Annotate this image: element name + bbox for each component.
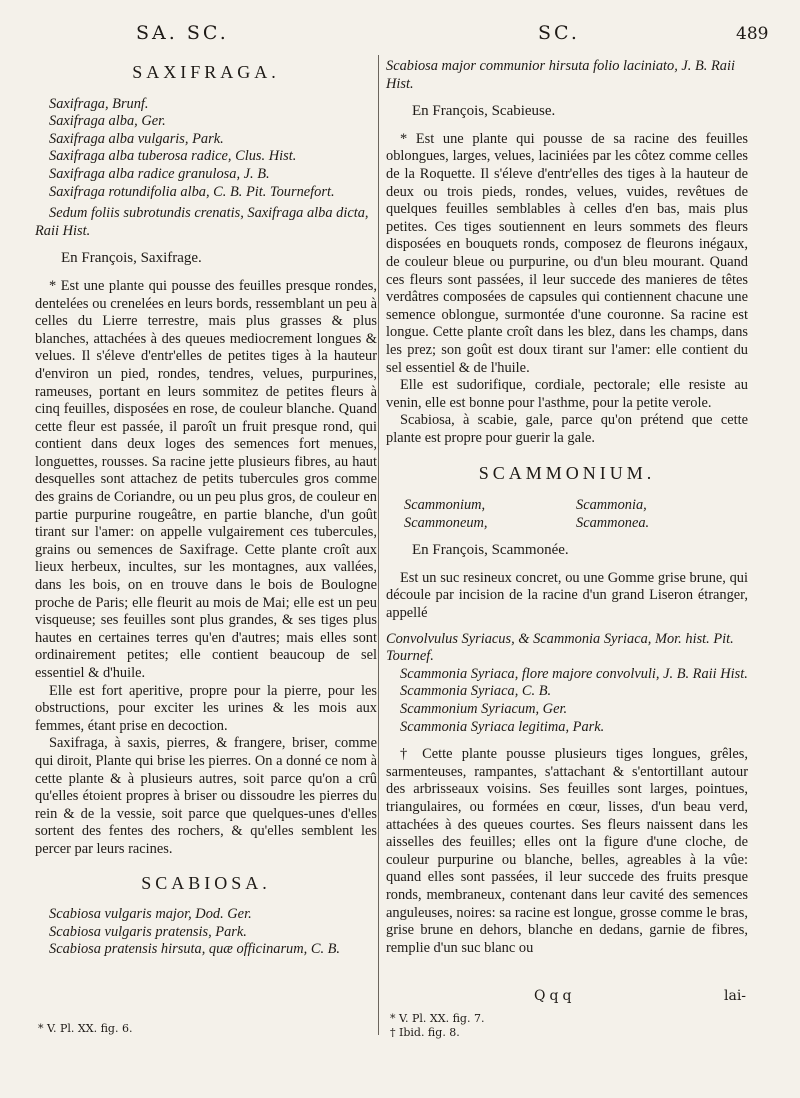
- synonym-list: [35, 96, 377, 241]
- footnote: * V. Pl. XX. fig. 6.: [38, 1022, 133, 1035]
- synonym: Saxifraga alba tuberosa radice, Clus. Hist.: [49, 148, 297, 165]
- running-header: [0, 22, 800, 52]
- name-grid: [404, 497, 748, 532]
- name-variant: Scammonia,: [576, 497, 647, 514]
- french-name: En François, Saxifrage.: [61, 250, 202, 267]
- paragraph: † Cette plante pousse plusieurs tiges longues, grêles, sarmenteuses, rampantes, s'attachant & s'entortillant autour des arbrisseaux voisins. Ses feuilles sont larges, pointues, triangulaires, ou formées en cœur, lisses, d'un beau verd, attachées à des queues courtes. Ses fleurs naissent dans les aisselles des feuilles; elles ont la figure d'une cloche, de couleur purpurine ou blanche, belles, agreables à la vûe: quand elles sont passées, il leur succede des fruits presque ronds, membraneux, contenant dans leur cavité des semences anguleuses, noires: sa racine est longue, grosse comme le bras, grise brune en dehors, blanche en dedans, garnie de fibres, remplie d'un suc blanc ou: [386, 746, 748, 956]
- section-title-saxifraga: SAXIFRAGA.: [132, 62, 280, 82]
- synonym: Scammonium Syriacum, Ger.: [400, 701, 568, 717]
- synonym: Sedum foliis subrotundis crenatis, Saxifraga alba dicta, Raii Hist.: [35, 205, 369, 239]
- catchword: lai-: [724, 988, 747, 1004]
- synonym-list: [35, 906, 377, 959]
- synonym: Saxifraga alba, Ger.: [49, 113, 166, 130]
- paragraph: Est un suc resineux concret, ou une Gomme grise brune, qui découle par incision de la racine d'un grand Liseron étranger, appellé: [386, 569, 748, 622]
- french-name: En François, Scabieuse.: [412, 103, 556, 120]
- footnote: † Ibid. fig. 8.: [390, 1026, 460, 1039]
- paragraph: Saxifraga, à saxis, pierres, & frangere, briser, comme qui diroit, Plante qui brise les pierres. On a donné ce nom à cette plante & à plusieurs autres, soit parce qu'on a crû qu'elles étoient propres à briser ou dissoudre les pierres du rein & de la vessie, soit parce que quelques-unes d'elles sortent des fentes des rochers, & qu'elles semblent les percer par leurs racines.: [35, 735, 377, 857]
- synonym: Convolvulus Syriacus, & Scammonia Syriaca, Mor. hist. Pit. Tournef.: [386, 630, 734, 665]
- synonym: Saxifraga alba vulgaris, Park.: [49, 130, 224, 147]
- description: [386, 131, 748, 448]
- synonym: Scabiosa pratensis hirsuta, quæ officinarum, C. B.: [49, 941, 341, 958]
- synonym-list: [386, 631, 748, 737]
- footnote: * V. Pl. XX. fig. 7.: [390, 1012, 485, 1025]
- synonym: Scammonia Syriaca, flore majore convolvuli, J. B. Raii Hist.: [400, 665, 748, 682]
- synonym: Scabiosa major communior hirsuta folio laciniato, J. B. Raii Hist.: [386, 58, 735, 92]
- signature-mark: Qqq: [534, 988, 576, 1004]
- synonym: Scammonia Syriaca, C. B.: [400, 683, 552, 700]
- right-column: [386, 58, 748, 961]
- column-divider: [378, 55, 379, 1035]
- paragraph: Elle est sudorifique, cordiale, pectorale; elle resiste au venin, elle est bonne pour l'asthme, pour la petite verole.: [386, 377, 748, 411]
- name-variant: Scammoneum,: [404, 514, 488, 531]
- name-variant: Scammonium,: [404, 497, 486, 514]
- running-head-right: SC.: [538, 22, 580, 44]
- paragraph: * Est une plante qui pousse des feuilles presque rondes, dentelées ou crenelées en leurs bords, ressemblant un peu à celles du Lierre terrestre, mais plus grasses & plus blanches, attachées à des queues mediocrement longues & velues. Il s'éleve d'entr'elles de petites tiges à la hauteur d'environ un pied, rondes, tendres, velues, purpurines, rameuses, portant en leurs sommitez de petites fleurs à cinq feuilles, disposées en rose, de couleur blanche. Quand cette fleur est passée, il paroît un fruit presque rond, qui contient dans deux loges des semences fort menues, longuettes, rousses. Sa racine jette plusieurs fibres, au haut desquelles sont attachez de petits tubercules gros comme des grains de Coriandre, ou un peu plus gros, de couleur en partie purpurine rougeâtre, en partie blanche, d'un goût tirant sur l'amer: on appelle vulgairement ces tubercules, grains ou semences de Saxifrage. Cette plante croît aux lieux herbeux, incultes, sur les montagnes, aux vallées, dans les bois, on en trouve dans le bois de Boulogne proche de Paris; elle fleurit au mois de Mai; elle est un peu visqueuse; ses feuilles sont plus grandes, & ses tiges plus hautes en certaines terres qu'en d'autres; mais elles sont ordinairement petites; elle contient beaucoup de sel essentiel & d'huile.: [35, 277, 377, 681]
- paragraph: Elle est fort aperitive, propre pour la pierre, pour les obstructions, pour exciter les urines & les mois aux femmes, étant prise en decoction.: [35, 682, 377, 734]
- paragraph: Scabiosa, à scabie, gale, parce qu'on prétend que cette plante est propre pour guerir la gale.: [386, 412, 748, 446]
- section-title-scabiosa: SCABIOSA.: [141, 872, 271, 893]
- synonym: Saxifraga rotundifolia alba, C. B. Pit. Tournefort.: [49, 183, 335, 200]
- left-column: [35, 58, 377, 959]
- page-number: 489: [736, 24, 769, 44]
- synonym: Saxifraga, Brunf.: [49, 95, 149, 112]
- running-head-left: SA. SC.: [136, 22, 229, 44]
- synonym: Scabiosa vulgaris pratensis, Park.: [49, 923, 247, 940]
- name-variant: Scammonea.: [576, 514, 650, 531]
- description: [35, 278, 377, 859]
- synonym: Scammonia Syriaca legitima, Park.: [400, 718, 605, 735]
- section-title-scammonium: SCAMMONIUM.: [478, 463, 656, 484]
- french-name: En François, Scammonée.: [412, 542, 569, 559]
- synonym: Saxifraga alba radice granulosa, J. B.: [49, 165, 270, 182]
- synonym: Scabiosa vulgaris major, Dod. Ger.: [49, 906, 252, 923]
- paragraph: * Est une plante qui pousse de sa racine des feuilles oblongues, larges, velues, laciniées par les côtez comme celles de la Roquette. Il s'éleve d'entr'elles des tiges à la hauteur de deux ou trois pieds, rondes, velues, vuides, revêtues de quelques feuilles semblables à celles d'en bas, mais plus petites. Ces tiges soutiennent en leurs sommets des fleurs disposées en bouquets ronds, composez de fleurons inégaux, de couleur bleue ou purpurine, ou d'un bleu mourant. Quand ces fleurs sont passées, il leur succede des manieres de têtes verdâtres composées de capsules qui contiennent chacune une semence oblongue, surmontée d'une couronne. Sa racine est longue. Cette plante croît dans les blez, dans les champs, dans les prez; son goût est doux tirant sur l'amer: elle contient du sel essentiel & de l'huile.: [386, 130, 748, 376]
